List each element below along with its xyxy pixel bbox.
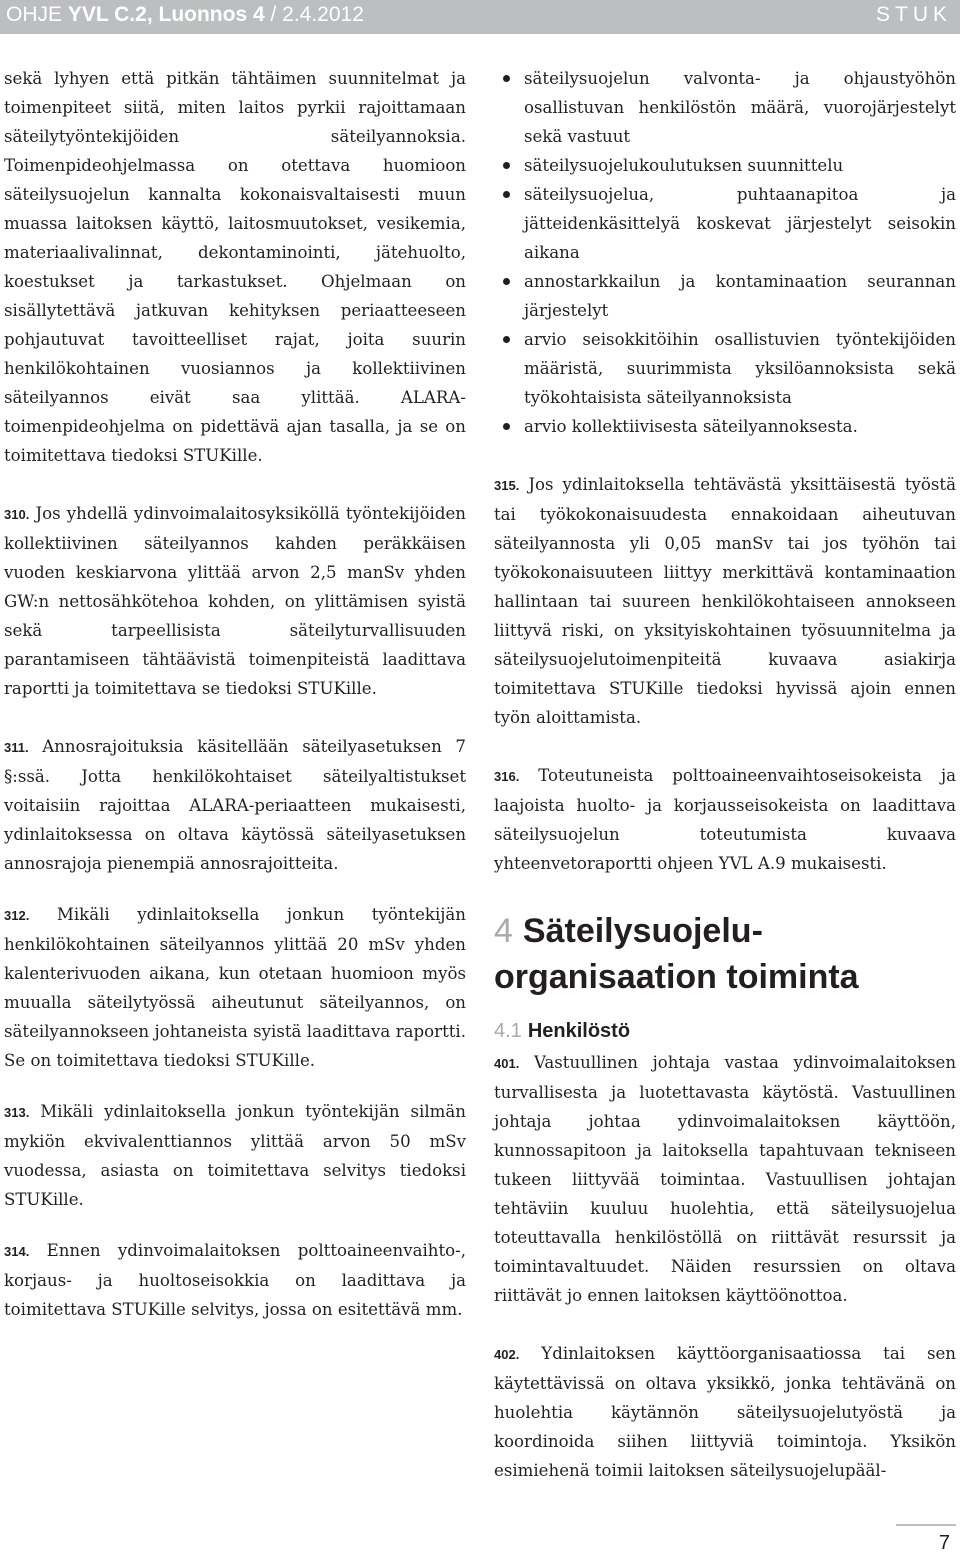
paragraph-text: Vastuullinen johtaja vastaa ydinvoimalaitoksen turvallisesta ja luotettavasta käytöstä. Vastuullinen johtaja johtaa ydinvoimalaitoksen käyttöön, kunnossapitoon ja laitoksella tapahtuvaan tekniseen tukeen liittyvää toimintaa. Vastuullisen johtajan tehtäviin kuuluu huolehtia, että säteilysuojelua toteuttavalla henkilöstöllä on riittävät resurssit ja toimintavaltuudet. Näiden resurssien on oltava riittävät jo ennen laitoksen käyttöönottoa. xyxy=(494,1053,957,1305)
paragraph-310 xyxy=(4,499,466,703)
paragraph-314 xyxy=(4,1236,466,1324)
bullet-item: säteilysuojelun valvonta- ja ohjaustyöhön osallistuvan henkilöstön määrä, vuorojärjestelyt sekä vastuut xyxy=(494,64,956,151)
paragraph-number: 311. xyxy=(4,740,29,755)
footer-rule xyxy=(896,1524,956,1526)
bullet-item: annostarkkailun ja kontaminaation seurannan järjestelyt xyxy=(494,267,956,325)
page-header xyxy=(0,0,960,34)
paragraph-number: 401. xyxy=(494,1056,520,1071)
paragraph-text: Mikäli ydinlaitoksella jonkun työntekijän henkilökohtainen säteilyannos ylittää 20 mSv yhden kalenterivuoden aikana, kun otetaan huomioon myös muualla säteilytyössä aiheutunut säteilyannos, on säteilyannokseen johtaneista syistä laadittava raportti. Se on toimitettava tiedoksi STUKille. xyxy=(4,905,466,1070)
section-heading xyxy=(494,1014,956,1048)
paragraph-401 xyxy=(494,1048,956,1310)
paragraph-number: 313. xyxy=(4,1105,30,1120)
bullet-list xyxy=(494,64,956,441)
paragraph-text: Toteutuneista polttoaineenvaihtoseisokeista ja laajoista huolto- ja korjausseisokeista on laadittava säteilysuojelun toteutumista kuvaava yhteenvetoraportti ohjeen YVL A.9 mukaisesti. xyxy=(494,766,956,873)
paragraph-text: Jos yhdellä ydinvoimalaitosyksiköllä työntekijöiden kollektiivinen säteilyannos kahden peräkkäisen vuoden keskiarvona ylittää arvon 2,5 manSv yhden GW:n nettosähkötehoa kohden, on ylittämisen syistä sekä tarpeellisista säteilyturvallisuuden parantamiseen tähtäävistä toimenpiteistä laadittava raportti ja toimitettava se tiedoksi STUKille. xyxy=(4,504,466,698)
paragraph-number: 315. xyxy=(494,478,520,493)
intro-paragraph: sekä lyhyen että pitkän tähtäimen suunnitelmat ja toimenpiteet siitä, miten laitos pyrkii rajoittamaan säteilytyöntekijöiden säteilyannoksia. Toimenpideohjelmassa on otettava huomioon säteilysuojelun kannalta kokonaisvaltaisesti muun muassa laitoksen käyttö, laitosmuutokset, vesikemia, materiaalivalinnat, dekontaminointi, jätehuolto, koestukset ja tarkastukset. Ohjelmaan on sisällytettävä jatkuvan kehityksen periaatteeseen pohjautuvat tavoitteelliset rajat, joita suurin henkilökohtainen vuosiannos ja kollektiivinen säteilyannos eivät saa ylittää. ALARA- toimenpideohjelma on pidettävä ajan tasalla, ja se on toimitettava tiedoksi STUKille. xyxy=(4,69,466,465)
page-number: 7 xyxy=(938,1532,950,1554)
header-prefix: OHJE xyxy=(6,3,68,26)
paragraph-number: 314. xyxy=(4,1244,30,1259)
paragraph-text: Ennen ydinvoimalaitoksen polttoaineenvaihto-, korjaus- ja huoltoseisokkia on laadittava ja toimitettava STUKille selvitys, jossa on esitettävä mm. xyxy=(4,1241,466,1319)
right-column xyxy=(494,64,956,1485)
guide-code: YVL C.2, Luonnos 4 xyxy=(67,3,265,26)
paragraph-text: Jos ydinlaitoksella tehtävästä yksittäisestä työstä tai työkokonaisuudesta ennakoidaan aiheutuvan säteilyannosta yli 0,05 manSv tai jos työhön tai työkokonaisuuteen liittyy merkittävä kontaminaation hallintaan tai suureen henkilökohtaiseen annokseen liittyvä riski, on yksityiskohtainen työsuunnitelma ja säteilysuojelutoimenpiteitä kuvaava asiakirja toimitettava STUKille tiedoksi hyvissä ajoin ennen työn aloittamista. xyxy=(494,475,956,727)
guide-date: / 2.4.2012 xyxy=(264,3,364,26)
section-number: 4.1 xyxy=(494,1020,522,1042)
paragraph-402 xyxy=(494,1339,956,1485)
paragraph-number: 310. xyxy=(4,507,30,522)
bullet-item: säteilysuojelukoulutuksen suunnittelu xyxy=(494,151,956,180)
org-name: STUK xyxy=(875,3,952,26)
paragraph-316 xyxy=(494,761,956,878)
guide-title xyxy=(6,3,364,27)
left-column xyxy=(4,64,466,1324)
paragraph-number: 402. xyxy=(494,1347,520,1362)
paragraph-315 xyxy=(494,470,956,732)
paragraph-312 xyxy=(4,900,466,1075)
chapter-heading xyxy=(494,908,956,1000)
bullet-item: arvio kollektiivisesta säteilyannoksesta. xyxy=(494,412,956,441)
paragraph-text: Mikäli ydinlaitoksella jonkun työntekijän silmän mykiön ekvivalenttiannos ylittää arvon 50 mSv vuodessa, asiasta on toimitettava selvitys tiedoksi STUKille. xyxy=(4,1102,466,1209)
paragraph-text: Annosrajoituksia käsitellään säteilyasetuksen 7 §:ssä. Jotta henkilökohtaiset säteilyaltistukset voitaisiin rajoittaa ALARA-periaatteen mukaisesti, ydinlaitoksessa on oltava käytössä säteilyasetuksen annosrajoja pienempiä annosrajoitteita. xyxy=(4,737,466,873)
paragraph-311 xyxy=(4,732,466,878)
paragraph-number: 316. xyxy=(494,769,520,784)
chapter-title: Säteilysuojeluorganisaation toiminta xyxy=(494,912,859,996)
paragraph-text: Ydinlaitoksen käyttöorganisaatiossa tai sen käytettävissä on oltava yksikkö, jonka tehtävänä on huolehtia käytännön säteilysuojelutyöstä ja koordinoida siihen liittyviä toimintoja. Yksikön esimiehenä toimii laitoksen säteilysuojelupääl- xyxy=(494,1344,956,1480)
paragraph-313 xyxy=(4,1097,466,1214)
bullet-item: arvio seisokkitöihin osallistuvien työntekijöiden määristä, suurimmista yksilöannoksista sekä työkohtaisista säteilyannoksista xyxy=(494,325,956,412)
paragraph-number: 312. xyxy=(4,908,30,923)
section-title: Henkilöstö xyxy=(527,1020,631,1042)
bullet-item: säteilysuojelua, puhtaanapitoa ja jätteidenkäsittelyä koskevat järjestelyt seisokin aikana xyxy=(494,180,956,267)
chapter-number: 4 xyxy=(494,912,513,950)
